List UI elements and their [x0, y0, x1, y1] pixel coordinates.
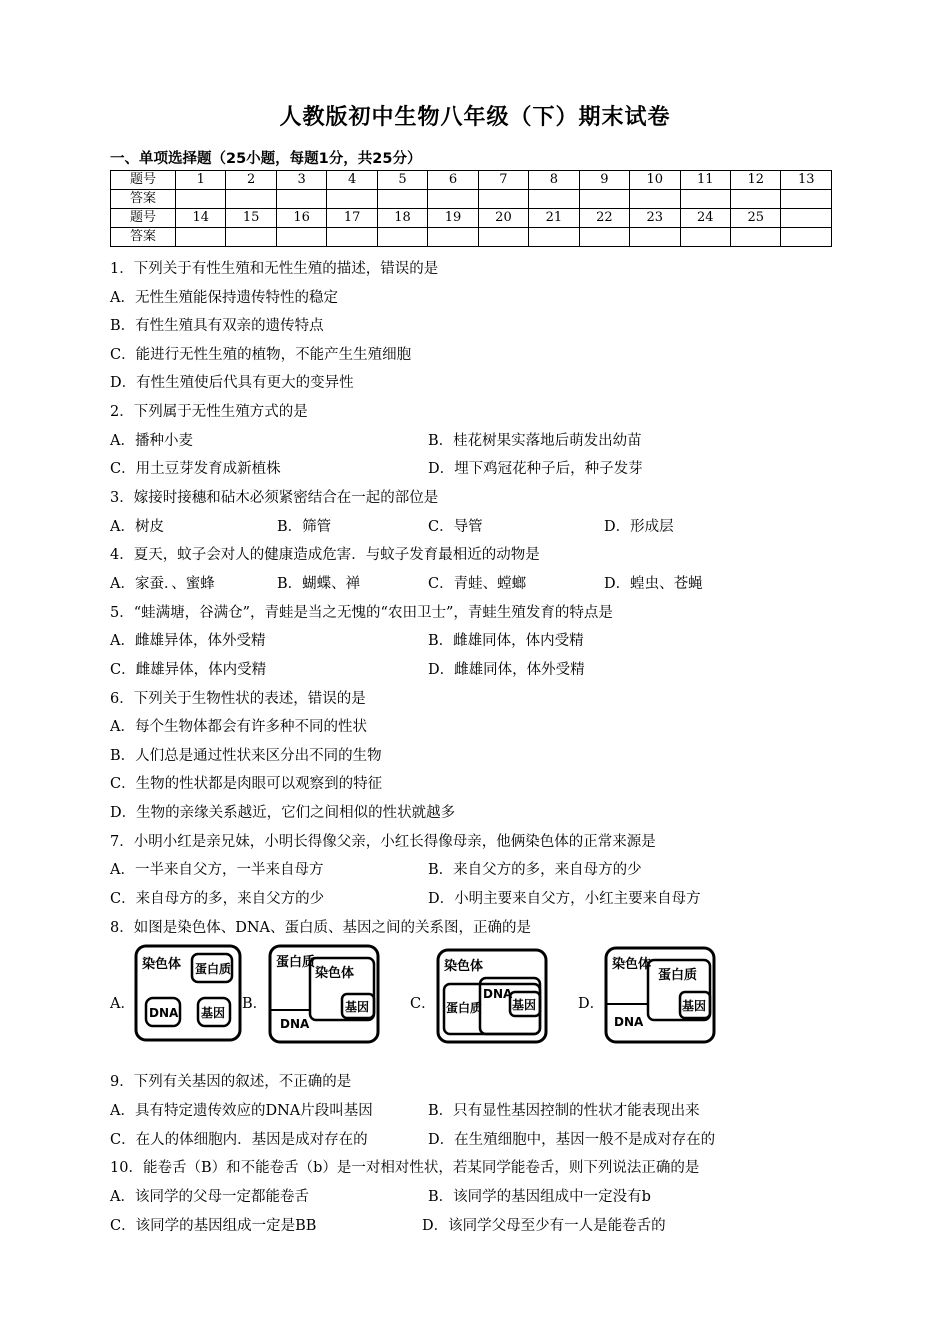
table-header-cell: 答案: [111, 228, 176, 247]
diagram-label: 基因: [512, 998, 537, 1012]
table-cell: 22: [579, 209, 629, 228]
option-a[interactable]: A．家蚕．、蜜蜂: [110, 576, 215, 592]
answer-cell[interactable]: [377, 190, 427, 209]
diagram-label: 染色体: [142, 957, 182, 972]
answer-cell[interactable]: [327, 190, 377, 209]
table-cell: 16: [276, 209, 326, 228]
diagram-label: 蛋白质: [195, 962, 232, 976]
table-cell: 5: [377, 171, 427, 190]
option-d[interactable]: D．小明主要来自父方，小红主要来自母方: [428, 891, 701, 907]
option-d[interactable]: D．埋下鸡冠花种子后，种子发芽: [428, 461, 643, 477]
option-a[interactable]: A．树皮: [110, 519, 164, 535]
option-c[interactable]: C．在人的体细胞内．基因是成对存在的: [110, 1132, 368, 1148]
option-b[interactable]: B．该同学的基因组成中一定没有b: [428, 1189, 651, 1205]
question-stem: 7．小明小红是亲兄妹，小明长得像父亲，小红长得像母亲，他俩染色体的正常来源是: [110, 834, 656, 850]
question-stem: 1．下列关于有性生殖和无性生殖的描述，错误的是: [110, 261, 439, 277]
option-a[interactable]: A．该同学的父母一定都能卷舌: [110, 1189, 309, 1205]
option-b[interactable]: B．蝴蝶、禅: [277, 576, 361, 592]
diagram-label: DNA: [280, 1017, 310, 1031]
table-cell: 20: [478, 209, 528, 228]
answer-cell[interactable]: [377, 228, 427, 247]
table-row: [111, 228, 832, 247]
table-cell: 23: [630, 209, 680, 228]
table-row: [111, 209, 832, 228]
option-d[interactable]: D．生物的亲缘关系越近，它们之间相似的性状就越多: [110, 805, 456, 821]
table-cell: 15: [226, 209, 276, 228]
answer-cell[interactable]: [529, 190, 579, 209]
diagram-label: DNA: [149, 1006, 179, 1020]
option-a[interactable]: A．: [110, 996, 135, 1012]
diagram-b[interactable]: [268, 944, 380, 1044]
option-c[interactable]: C．雌雄异体，体内受精: [110, 662, 267, 678]
option-b[interactable]: B．: [242, 996, 268, 1012]
table-row: [111, 190, 832, 209]
answer-cell[interactable]: [680, 190, 730, 209]
table-cell: [781, 209, 832, 228]
table-cell: 11: [680, 171, 730, 190]
diagram-a[interactable]: [134, 944, 242, 1042]
answer-cell[interactable]: [781, 190, 832, 209]
answer-table: [110, 170, 832, 247]
option-b[interactable]: B．有性生殖具有双亲的遗传特点: [110, 318, 324, 334]
diagram-label: 蛋白质: [446, 1001, 483, 1015]
diagram-d[interactable]: [604, 946, 716, 1044]
option-a[interactable]: A．每个生物体都会有许多种不同的性状: [110, 719, 367, 735]
table-cell: 14: [176, 209, 226, 228]
answer-cell[interactable]: [226, 228, 276, 247]
question-stem: 6．下列关于生物性状的表述，错误的是: [110, 691, 366, 707]
table-cell: 9: [579, 171, 629, 190]
answer-cell[interactable]: [730, 190, 780, 209]
table-cell: 12: [730, 171, 780, 190]
table-cell: 1: [176, 171, 226, 190]
option-b[interactable]: B．筛管: [277, 519, 332, 535]
option-c[interactable]: C．用土豆芽发育成新植株: [110, 461, 281, 477]
table-cell: 3: [276, 171, 326, 190]
diagram-label: 基因: [345, 1000, 370, 1014]
table-cell: 19: [428, 209, 478, 228]
answer-cell[interactable]: [478, 190, 528, 209]
answer-cell[interactable]: [680, 228, 730, 247]
diagram-label: 染色体: [444, 959, 484, 974]
table-cell: 4: [327, 171, 377, 190]
answer-cell[interactable]: [276, 190, 326, 209]
option-c[interactable]: C．生物的性状都是肉眼可以观察到的特征: [110, 776, 383, 792]
option-b[interactable]: B．来自父方的多，来自母方的少: [428, 862, 642, 878]
option-c[interactable]: C．来自母方的多，来自父方的少: [110, 891, 325, 907]
diagram-c[interactable]: [436, 948, 548, 1044]
question-stem: 4．夏天，蚊子会对人的健康造成危害．与蚊子发育最相近的动物是: [110, 547, 540, 563]
option-c[interactable]: C．青蛙、螳螂: [428, 576, 527, 592]
table-cell: 8: [529, 171, 579, 190]
option-a[interactable]: A．一半来自父方，一半来自母方: [110, 862, 324, 878]
diagram-label: 基因: [682, 999, 707, 1013]
page-title: 人教版初中生物八年级（下）期末试卷: [279, 105, 671, 130]
option-c[interactable]: C．导管: [428, 519, 483, 535]
table-header-cell: 答案: [111, 190, 176, 209]
option-a[interactable]: A．播种小麦: [110, 433, 193, 449]
question-stem: 10．能卷舌（B）和不能卷舌（b）是一对相对性状，若某同学能卷舌，则下列说法正确的是: [110, 1160, 700, 1176]
table-cell: 21: [529, 209, 579, 228]
option-c[interactable]: C．能进行无性生殖的植物，不能产生生殖细胞: [110, 347, 412, 363]
option-a[interactable]: A．具有特定遗传效应的DNA片段叫基因: [110, 1103, 373, 1119]
question-stem: 5．“蛙满塘，谷满仓”，青蛙是当之无愧的“农田卫士”，青蛙生殖发育的特点是: [110, 605, 613, 621]
option-d[interactable]: D．雌雄同体，体外受精: [428, 662, 585, 678]
option-b[interactable]: B．雌雄同体，体内受精: [428, 633, 584, 649]
table-header-cell: 题号: [111, 209, 176, 228]
option-b[interactable]: B．只有显性基因控制的性状才能表现出来: [428, 1103, 700, 1119]
answer-cell[interactable]: [176, 190, 226, 209]
question-stem: 2．下列属于无性生殖方式的是: [110, 404, 308, 420]
answer-cell[interactable]: [176, 228, 226, 247]
diagram-label: 基因: [201, 1006, 226, 1020]
answer-cell[interactable]: [730, 228, 780, 247]
diagram-label: DNA: [483, 987, 513, 1001]
answer-cell[interactable]: [630, 190, 680, 209]
table-cell: 13: [781, 171, 832, 190]
diagram-label: 染色体: [315, 966, 355, 981]
option-d[interactable]: D．有性生殖使后代具有更大的变异性: [110, 375, 354, 391]
diagram-label: 染色体: [612, 957, 652, 972]
answer-cell[interactable]: [781, 228, 832, 247]
section-heading: 一、单项选择题（25小题，每题1分，共25分）: [110, 151, 422, 167]
option-c[interactable]: C．该同学的基因组成一定是BB: [110, 1218, 317, 1234]
answer-cell[interactable]: [428, 228, 478, 247]
option-d[interactable]: D．该同学父母至少有一人是能卷舌的: [422, 1218, 666, 1234]
answer-cell[interactable]: [529, 228, 579, 247]
option-d[interactable]: D．蝗虫、苍蝇: [604, 576, 703, 592]
option-b[interactable]: B．人们总是通过性状来区分出不同的生物: [110, 748, 382, 764]
option-b[interactable]: B．桂花树果实落地后萌发出幼苗: [428, 433, 642, 449]
table-cell: 18: [377, 209, 427, 228]
table-header-cell: 题号: [111, 171, 176, 190]
option-a[interactable]: A．雌雄异体，体外受精: [110, 633, 266, 649]
answer-cell[interactable]: [579, 228, 629, 247]
table-cell: 25: [730, 209, 780, 228]
answer-cell[interactable]: [579, 190, 629, 209]
diagram-label: DNA: [614, 1015, 644, 1029]
option-d[interactable]: D．在生殖细胞中，基因一般不是成对存在的: [428, 1132, 716, 1148]
question-stem: 9．下列有关基因的叙述，不正确的是: [110, 1074, 352, 1090]
table-cell: 7: [478, 171, 528, 190]
table-cell: 24: [680, 209, 730, 228]
option-c[interactable]: C．: [410, 996, 436, 1012]
answer-cell[interactable]: [226, 190, 276, 209]
table-row: [111, 171, 832, 190]
table-cell: 2: [226, 171, 276, 190]
table-cell: 6: [428, 171, 478, 190]
question-stem: 8．如图是染色体、DNA、蛋白质、基因之间的关系图，正确的是: [110, 920, 532, 936]
option-a[interactable]: A．无性生殖能保持遗传特性的稳定: [110, 290, 338, 306]
answer-cell[interactable]: [327, 228, 377, 247]
option-d[interactable]: D．: [578, 996, 605, 1012]
table-cell: 10: [630, 171, 680, 190]
answer-cell[interactable]: [428, 190, 478, 209]
diagram-label: 蛋白质: [276, 955, 316, 970]
answer-cell[interactable]: [630, 228, 680, 247]
diagram-label: 蛋白质: [658, 968, 698, 983]
option-d[interactable]: D．形成层: [604, 519, 674, 535]
question-stem: 3．嫁接时接穗和砧木必须紧密结合在一起的部位是: [110, 490, 439, 506]
table-cell: 17: [327, 209, 377, 228]
answer-cell[interactable]: [478, 228, 528, 247]
answer-cell[interactable]: [276, 228, 326, 247]
